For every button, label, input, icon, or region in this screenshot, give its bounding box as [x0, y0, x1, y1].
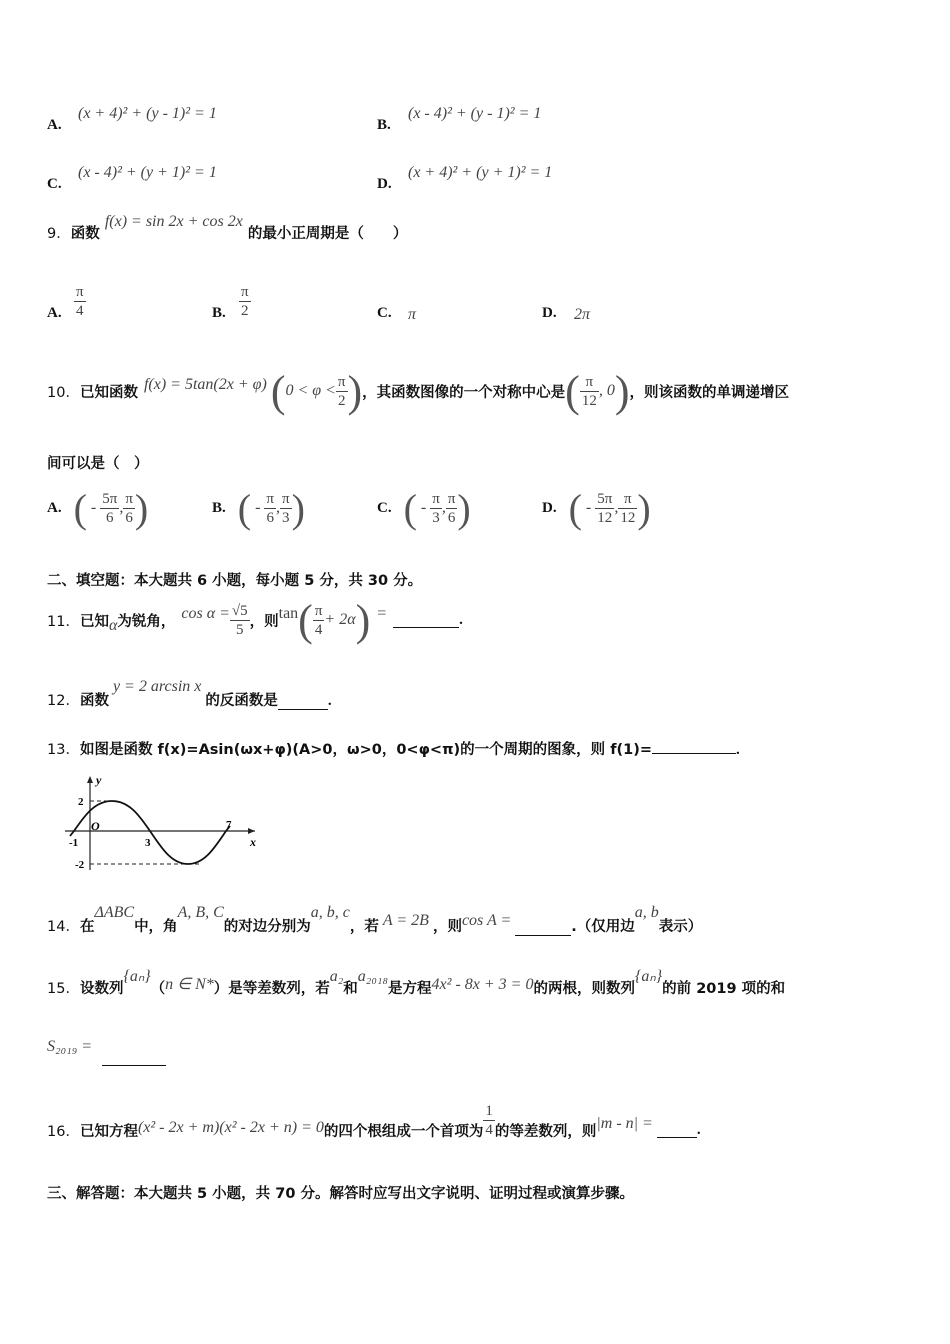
q10-suffix: ，则该函数的单调递增区 [629, 384, 789, 401]
q14-cond: A = 2B [382, 912, 429, 929]
q8-option-c-expr: (x - 4)² + (y + 1)² = 1 [78, 164, 217, 181]
q11-tan-tail: + 2α [324, 611, 356, 628]
q9-option-d-label: D. [542, 305, 557, 321]
q10-line2: 间可以是（ ） [47, 456, 149, 472]
comma: , [276, 499, 280, 516]
comma: , [441, 499, 446, 516]
interval-right: $\frac{\pi}{6}$ [125, 490, 133, 526]
q10-cond: 0 < φ < [285, 382, 336, 399]
answer-blank[interactable] [652, 739, 736, 754]
interval-right: $\frac{\pi}{12}$ [620, 490, 636, 526]
comma: , [614, 499, 619, 516]
y-label: y [96, 773, 102, 787]
q15-seq: {aₙ} [123, 968, 151, 985]
question-15 [47, 962, 785, 998]
q14-text-7: 表示） [658, 919, 703, 935]
q15-text-3: ）是等差数列，若 [213, 981, 330, 997]
q9-option-d-value: 2π [574, 306, 591, 323]
q10-expr: f(x) = 5tan(2x + φ) [143, 376, 267, 393]
q16-text-2: 的四个根组成一个首项为 [323, 1123, 484, 1140]
interval-close: ) [637, 485, 651, 531]
q16-end: . [696, 1121, 701, 1138]
q13-end: . [736, 742, 740, 758]
interval-open: ( [403, 485, 417, 531]
interval-left: $\frac{5\pi}{6}$ [102, 490, 118, 526]
q16-eq: (x² - 2x + m)(x² - 2x + n) = 0 [137, 1119, 324, 1136]
q13-sine-graph [60, 770, 260, 875]
q14-text-2: 中，角 [134, 919, 178, 935]
option-label: D. [542, 499, 557, 516]
q12-expr: y = 2 arcsin x [112, 678, 202, 695]
interval-left: $\frac{5\pi}{12}$ [597, 490, 613, 526]
q11-open: ( [298, 595, 313, 645]
q14-triangle: ΔABC [94, 904, 135, 921]
q11-close: ) [355, 595, 371, 645]
question-number: 16． [47, 1123, 80, 1140]
interval-right: $\frac{\pi}{6}$ [447, 490, 456, 526]
q15-nN: n ∈ N* [165, 976, 214, 993]
question-12 [47, 676, 332, 710]
q10-cond-open: ( [270, 366, 286, 416]
q15-seq2: {aₙ} [634, 968, 663, 985]
option-label: A. [47, 499, 62, 516]
question-number: 10． [47, 384, 80, 401]
q15-answer-line [47, 1038, 166, 1056]
question-10 [47, 366, 789, 416]
q15-eq: 4x² - 8x + 3 = 0 [431, 976, 534, 993]
q9-suffix: 的最小正周期是（ ） [247, 226, 408, 242]
q8-option-c-label: C. [47, 176, 62, 192]
q9-option-c-value: π [408, 306, 417, 323]
q16-text-1: 已知方程 [79, 1123, 138, 1140]
origin-label: O [91, 819, 100, 833]
q8-option-a-label: A. [47, 117, 62, 133]
y-arrow-icon [87, 776, 93, 783]
section-3-heading: 三、解答题：本大题共 5 小题，共 70 分。解答时应写出文字说明、证明过程或演算步骤。 [47, 1186, 634, 1202]
q11-tan: tan [278, 605, 299, 622]
q15-text-6: 的两根，则数列 [533, 981, 635, 997]
option-label: B. [212, 499, 226, 516]
minus-sign: - [90, 499, 97, 516]
q8-option-d-expr: (x + 4)² + (y + 1)² = 1 [408, 164, 553, 181]
tick-7: 7 [226, 819, 232, 831]
q10-option-a [47, 485, 148, 531]
q10-center-frac: $\frac{\pi}{12}$ [581, 373, 597, 409]
q11-mid2: ，则 [249, 613, 279, 630]
q16-abs: |m - n| = [596, 1115, 653, 1132]
q8-option-a-expr: (x + 4)² + (y - 1)² = 1 [78, 105, 217, 122]
question-number: 12． [47, 693, 80, 709]
question-11 [47, 594, 463, 646]
interval-close: ) [134, 485, 149, 531]
q14-ab: a, b [634, 904, 659, 921]
q14-text-1: 在 [79, 919, 95, 935]
interval-open: ( [73, 485, 87, 531]
q14-angles: A, B, C [177, 904, 224, 921]
q10-option-c [377, 485, 471, 531]
q11-alpha: α [108, 617, 118, 634]
question-number: 9． [47, 226, 71, 242]
q8-option-d-label: D. [377, 176, 392, 192]
q13-text: 如图是函数 f(x)=Asin(ωx+φ)(A>0，ω>0，0<φ<π)的一个周期的图象，则 f(1)= [79, 742, 653, 758]
q8-option-b-expr: (x - 4)² + (y - 1)² = 1 [408, 105, 542, 122]
q11-cos: cos α = [181, 605, 230, 622]
answer-blank[interactable] [515, 921, 571, 936]
q15-a2: a₂ [329, 968, 344, 985]
x-arrow-icon [248, 828, 255, 834]
q15-S: S₂₀₁₉ = [47, 1038, 93, 1055]
q9-expr: f(x) = sin 2x + cos 2x [104, 213, 243, 230]
q15-text-2: （ [150, 981, 166, 997]
q15-text-5: 是方程 [388, 981, 432, 997]
answer-blank[interactable] [102, 1051, 166, 1066]
question-13 [47, 738, 740, 759]
q12-prefix: 函数 [79, 693, 109, 709]
option-label: C. [377, 499, 392, 516]
minus-sign: - [255, 499, 261, 516]
q15-text-4: 和 [343, 981, 358, 997]
q10-center-tail: , 0 [598, 382, 615, 399]
q11-prefix: 已知 [79, 613, 109, 630]
interval-left: $\frac{\pi}{6}$ [266, 490, 274, 526]
comma: , [119, 499, 124, 516]
q11-cos-frac: $\frac{√5}{5}$ [231, 602, 248, 638]
q11-mid1: 为锐角， [117, 613, 176, 630]
q12-suffix: 的反函数是 [205, 693, 278, 709]
answer-blank[interactable] [393, 613, 459, 628]
q9-option-a-label: A. [47, 305, 62, 321]
question-number: 11． [47, 613, 80, 630]
tick-neg2: -2 [75, 859, 85, 871]
answer-blank[interactable] [278, 695, 328, 710]
q10-cond-frac: $\frac{\pi}{2}$ [337, 373, 346, 409]
interval-open: ( [568, 485, 582, 531]
q11-eq: = [376, 605, 388, 622]
q15-a2018: a₂₀₁₈ [357, 968, 389, 985]
question-16 [47, 1096, 701, 1144]
q9-option-b-label: B. [212, 305, 226, 321]
interval-close: ) [291, 485, 305, 531]
q8-option-b-label: B. [377, 117, 391, 133]
q9-option-b-frac: $\frac{\pi}{2}$ [241, 284, 249, 319]
question-14 [47, 900, 702, 936]
tick-2: 2 [78, 796, 84, 808]
minus-sign: - [585, 499, 592, 516]
q14-text-3: 的对边分别为 [223, 919, 311, 935]
interval-right: $\frac{\pi}{3}$ [282, 490, 290, 526]
q14-sides: a, b, c [310, 904, 350, 921]
question-number: 15． [47, 981, 80, 997]
q9-option-a-frac: $\frac{\pi}{4}$ [76, 284, 84, 319]
section-2-heading: 二、填空题：本大题共 6 小题，每小题 5 分，共 30 分。 [47, 573, 423, 589]
q10-center-close: ) [614, 366, 630, 416]
q9-option-c-label: C. [377, 305, 392, 321]
q12-end: . [327, 693, 332, 709]
q14-text-6: .（仅用边 [571, 919, 635, 935]
q14-cosA: cos A = [461, 912, 512, 929]
question-number: 13． [47, 742, 80, 758]
question-number: 14． [47, 919, 80, 935]
q10-prefix: 已知函数 [79, 384, 138, 401]
q10-center-open: ( [565, 366, 580, 416]
interval-left: $\frac{\pi}{3}$ [432, 490, 440, 526]
minus-sign: - [420, 499, 427, 516]
q16-text-3: 的等差数列，则 [494, 1123, 597, 1140]
interval-open: ( [237, 485, 252, 531]
answer-blank[interactable] [657, 1123, 697, 1138]
q14-text-5: ，则 [432, 919, 462, 935]
q15-text-1: 设数列 [79, 981, 124, 997]
q10-option-d [542, 485, 651, 531]
q10-mid: ，其函数图像的一个对称中心是 [362, 384, 566, 401]
q15-text-7: 的前 2019 项的和 [662, 981, 786, 997]
q10-cond-close: ) [347, 366, 363, 416]
interval-close: ) [457, 485, 471, 531]
q11-end: . [459, 611, 463, 628]
q9-prefix: 函数 [70, 226, 100, 242]
tick-neg1: -1 [69, 837, 79, 849]
tick-3: 3 [145, 837, 151, 849]
question-9 [47, 213, 408, 243]
q10-option-b [212, 485, 305, 531]
q16-frac: $\frac{1}{4}$ [485, 1102, 493, 1138]
q14-text-4: ，若 [349, 919, 379, 935]
x-label: x [250, 835, 256, 849]
q11-tan-frac: $\frac{\pi}{4}$ [314, 602, 323, 638]
